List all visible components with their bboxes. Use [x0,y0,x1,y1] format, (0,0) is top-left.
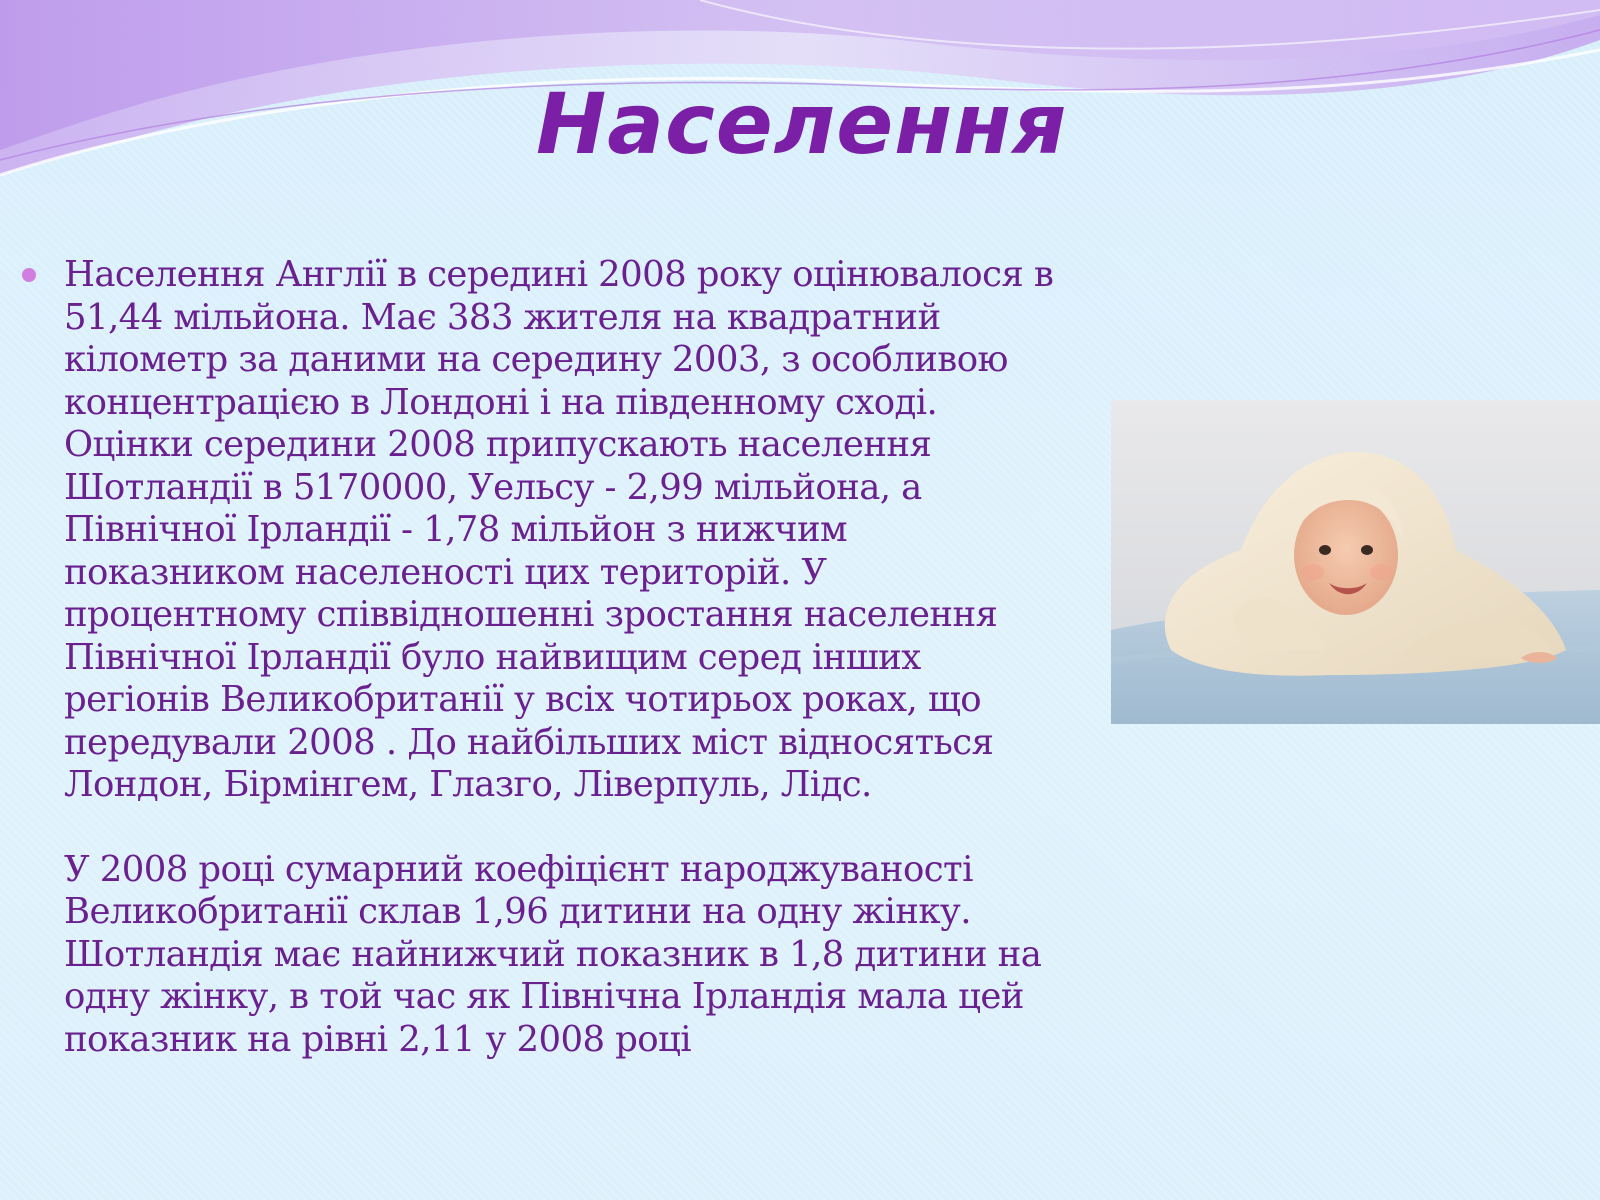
bullet-item [22,254,1162,1061]
text-line: Шотландії в 5170000, Уельсу - 2,99 мільйона, а [64,466,922,508]
fertility-paragraph [64,849,1162,1062]
bullet-dot-icon [22,268,36,282]
text-line: У 2008 році сумарний коефіцієнт народжуваності [64,848,973,890]
baby-photo [1111,400,1600,724]
slide-body [22,254,1162,1061]
text-line: Великобританії склав 1,96 дитини на одну жінку. [64,891,971,932]
text-line: 51,44 мільйона. Має 383 жителя на квадратний [64,296,941,338]
text-line: Лондон, Бірмінгем, Глазго, Ліверпуль, Лідс. [64,764,872,805]
population-paragraph [64,254,1162,807]
text-line: Шотландія має найнижчий показник в 1,8 дитини на [64,933,1042,975]
text-line: регіонів Великобританії у всіх чотирьох роках, що [64,679,982,720]
text-line: Населення Англії в середині 2008 року оцінювалося в [64,254,1054,295]
text-line: показником населеності цих територій. У [64,551,827,593]
text-line: передували 2008 . До найбільших міст відносяться [64,721,994,763]
text-line: Північної Ірландії - 1,78 мільйон з нижчим [64,509,848,550]
page-title: Населення [536,75,1068,173]
text-line: показник на рівні 2,11 у 2008 році [64,1018,692,1060]
text-line: кілометр за даними на середину 2003, з особливою [64,339,1008,380]
text-line: Оцінки середини 2008 припускають населення [64,424,932,465]
text-line: концентрацією в Лондоні і на південному сході. [64,381,938,423]
text-line: процентному співвідношенні зростання населення [64,594,998,635]
text-line: одну жінку, в той час як Північна Ірландія мала цей [64,976,1024,1017]
text-line: Північної Ірландії було найвищим серед інших [64,636,921,678]
